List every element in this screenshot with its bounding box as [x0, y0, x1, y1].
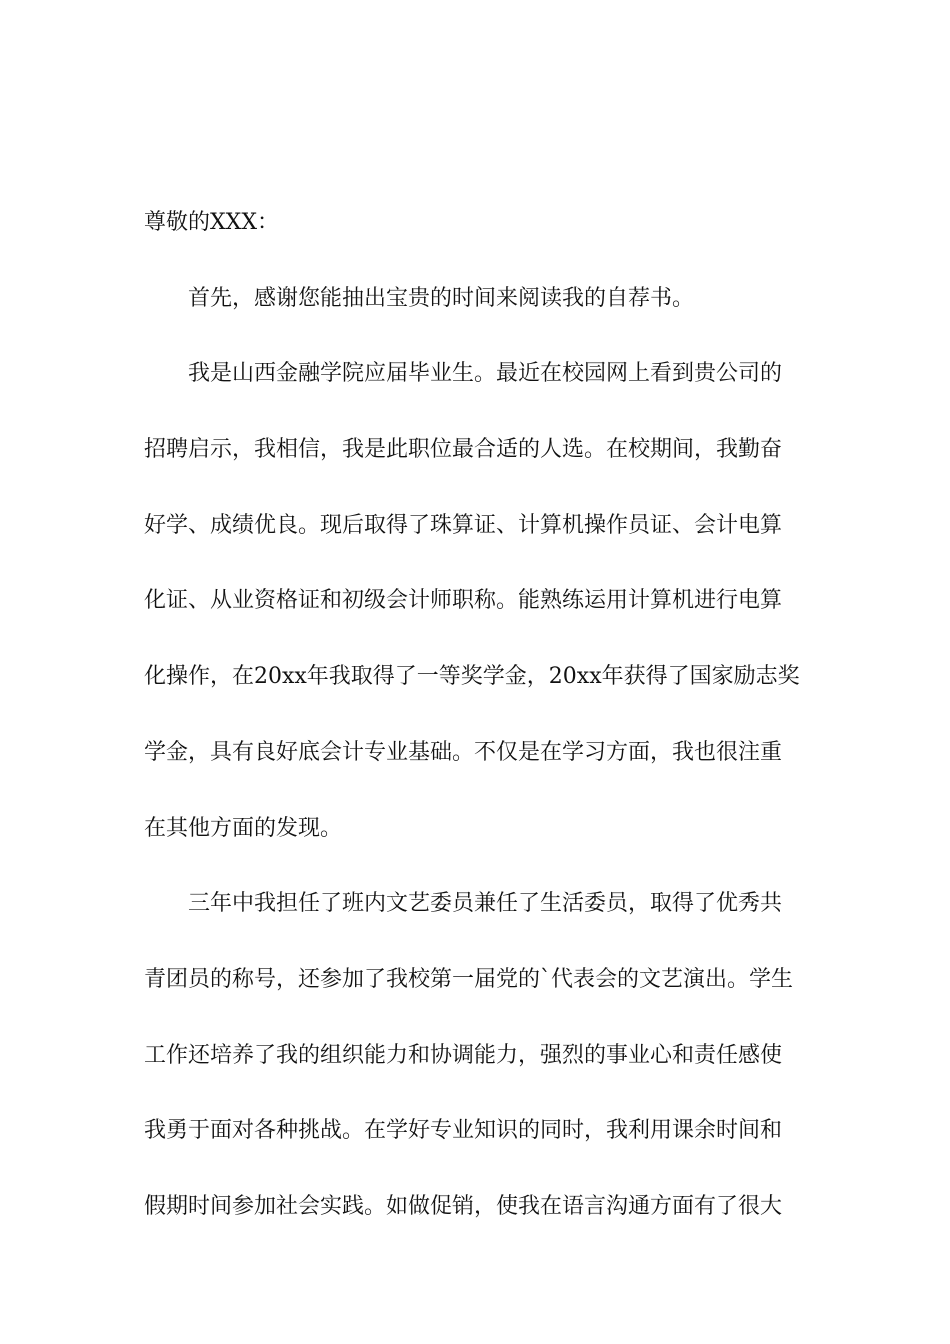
text-line: 招聘启示，我相信，我是此职位最合适的人选。在校期间，我勤奋 — [144, 437, 783, 463]
letter-body — [144, 203, 808, 1263]
text-line: 我勇于面对各种挑战。在学好专业知识的同时，我利用课余时间和 — [144, 1118, 783, 1144]
text-line: 我是山西金融学院应届毕业生。最近在校园网上看到贵公司的 — [188, 361, 783, 387]
text-line: 化证、从业资格证和初级会计师职称。能熟练运用计算机进行电算 — [144, 588, 783, 614]
text-line: 三年中我担任了班内文艺委员兼任了生活委员，取得了优秀共 — [188, 891, 783, 917]
text-line: 工作还培养了我的组织能力和协调能力，强烈的事业心和责任感使 — [144, 1042, 783, 1068]
salutation-line: 尊敬的XXX： — [144, 210, 279, 235]
text-line: 首先，感谢您能抽出宝贵的时间来阅读我的自荐书。 — [188, 285, 695, 311]
text-line: 化操作，在20xx年我取得了一等奖学金，20xx年获得了国家励志奖 — [144, 664, 800, 690]
text-line: 假期时间参加社会实践。如做促销，使我在语言沟通方面有了很大 — [144, 1193, 783, 1219]
text-line: 在其他方面的发现。 — [144, 815, 343, 841]
text-line: 学金，具有良好底会计专业基础。不仅是在学习方面，我也很注重 — [144, 739, 783, 765]
text-line: 好学、成绩优良。现后取得了珠算证、计算机操作员证、会计电算 — [144, 512, 783, 538]
text-line: 青团员的称号，还参加了我校第一届党的`代表会的文艺演出。学生 — [144, 966, 794, 992]
